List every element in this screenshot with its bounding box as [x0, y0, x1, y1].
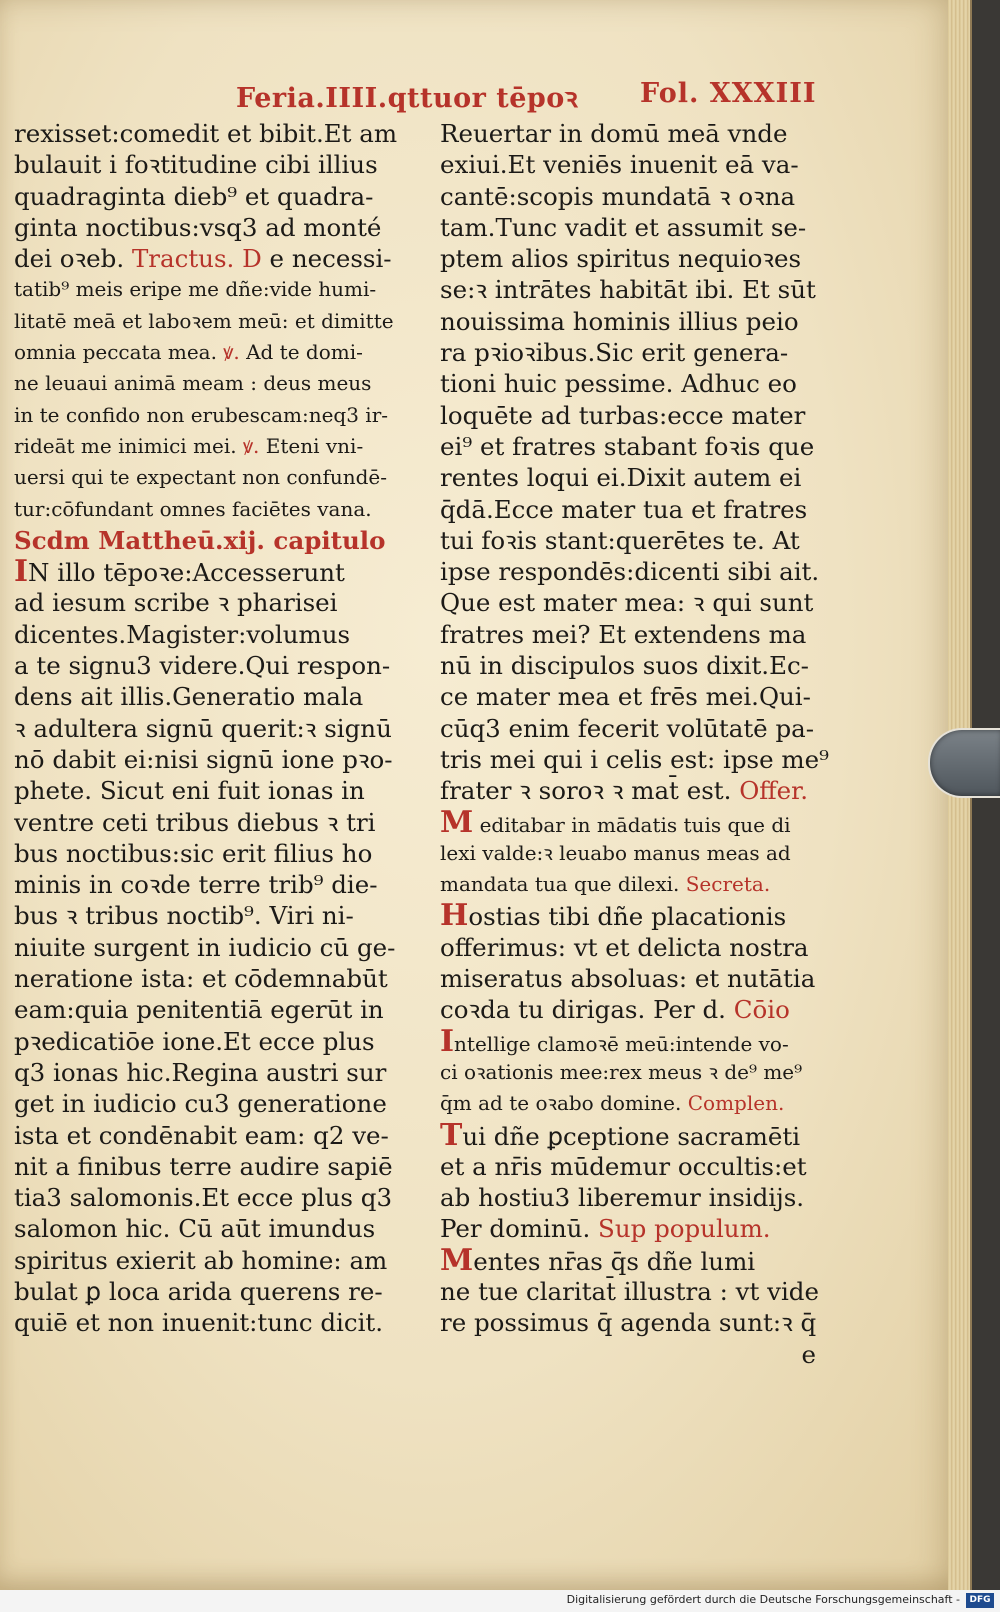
folio-number: Fol. XXXIII: [640, 78, 817, 109]
line-text: rexisset:comedit et bibit.Et am: [14, 119, 398, 148]
line-text: et a nr̄is mūdemur occultis:et: [440, 1151, 807, 1181]
rubric-text: Tractus. D: [131, 244, 262, 274]
text-line: [440, 932, 846, 963]
text-line: [14, 1182, 420, 1213]
line-text: ptem alios spiritus nequioꝛes: [440, 244, 802, 274]
line-text: loquēte ad turbas:ecce mater: [440, 400, 806, 430]
text-line: [440, 681, 846, 712]
page-turn-tab[interactable]: [928, 728, 1000, 798]
line-text: editabar in mādatis tuis que di: [473, 812, 791, 837]
text-line: [440, 1276, 846, 1307]
text-line: [14, 181, 420, 212]
text-line: [14, 963, 420, 994]
line-text: tatib⁹ meis eripe me dñe:vide humi-: [14, 277, 377, 302]
line-text: offerimus: vt et delicta nostra: [440, 932, 809, 962]
line-text: niuite surgent in iudicio cū ge-: [14, 932, 396, 962]
text-line: [14, 1245, 420, 1276]
text-line: [440, 744, 846, 775]
line-text: Ad te domi-: [239, 340, 363, 365]
text-line: [440, 994, 846, 1025]
line-text: mandata tua que dilexi.: [440, 872, 686, 897]
line-text: omnia peccata mea.: [14, 340, 224, 365]
line-text: in te confido non erubescam:neq3 ir-: [14, 402, 389, 427]
line-text: tris mei qui i celis est: ipse me⁹: [440, 744, 829, 774]
line-text: cūq3 enim fecerit volūtatē pa-: [440, 713, 815, 743]
line-text: frater ꝛ soroꝛ ꝛ mat̄ est.: [440, 776, 740, 806]
text-line: [440, 494, 846, 525]
text-line: [440, 337, 846, 368]
text-line: [14, 306, 420, 337]
line-text: nit a finibus terre audire sapiē: [14, 1151, 393, 1181]
text-line: [440, 1339, 846, 1370]
text-line: [440, 306, 846, 337]
rubric-text: ꝟ.: [242, 433, 260, 458]
text-line: [14, 587, 420, 618]
line-text: dens ait illis.Generatio mala: [14, 682, 364, 712]
text-line: [14, 1088, 420, 1119]
text-line: [440, 431, 846, 462]
dfg-logo: DFG: [966, 1593, 994, 1608]
text-line: [14, 869, 420, 900]
line-text: ce mater mea et frēs mei.Qui-: [440, 682, 811, 712]
signature-mark: e: [801, 1339, 816, 1369]
rubric-text: Cōio: [733, 995, 790, 1025]
line-text: dei oꝛeb.: [14, 244, 132, 274]
line-text: Per dominū.: [440, 1214, 599, 1244]
rubricated-initial: H: [440, 900, 469, 932]
text-line: [440, 118, 846, 149]
rubric-text: Offer.: [739, 776, 808, 806]
text-line: [440, 212, 846, 243]
line-text: uersi qui te expectant non confundē-: [14, 465, 387, 490]
line-text: ne leuaui animā meam : deus meus: [14, 371, 372, 396]
text-line: [440, 807, 846, 838]
text-line: [14, 1057, 420, 1088]
line-text: bus noctibus:sic erit filius ho: [14, 838, 373, 868]
text-line: [14, 713, 420, 744]
line-text: e necessi-: [261, 244, 392, 274]
line-text: fratres mei? Et extendens ma: [440, 619, 807, 649]
text-line: [440, 775, 846, 806]
line-text: tur:cōfundant omnes faciētes vana.: [14, 496, 372, 521]
line-text: tam.Tunc vadit et assumit se-: [440, 212, 807, 242]
line-text: cantē:scopis mundatā ꝛ oꝛna: [440, 181, 796, 211]
text-line: [440, 1120, 846, 1151]
text-line: [440, 1088, 846, 1119]
line-text: coꝛda tu dirigas. Per d.: [440, 995, 734, 1025]
text-line: [440, 713, 846, 744]
text-line: [440, 149, 846, 180]
text-line: [14, 681, 420, 712]
running-header: [0, 78, 960, 122]
line-text: eam:quia penitentiā egerūt in: [14, 995, 384, 1025]
text-line: [440, 963, 846, 994]
text-line: [440, 462, 846, 493]
line-text: spiritus exierit ab homine: am: [14, 1245, 388, 1275]
text-line: [440, 556, 846, 587]
line-text: exiui.Et veniēs inuenit eā va-: [440, 150, 799, 180]
line-text: tia3 salomonis.Et ecce plus q3: [14, 1183, 393, 1213]
text-line: [440, 274, 846, 305]
text-line: [14, 368, 420, 399]
line-text: N illo tēpoꝛe:Accesserunt: [28, 558, 345, 588]
text-line: [440, 1307, 846, 1338]
text-line: [14, 775, 420, 806]
text-line: [14, 525, 420, 556]
text-line: [14, 118, 420, 149]
text-line: [440, 400, 846, 431]
line-text: rideāt me inimici mei.: [14, 433, 243, 458]
text-line: [14, 1026, 420, 1057]
text-line: [440, 650, 846, 681]
text-line: [14, 1213, 420, 1244]
text-line: [440, 1182, 846, 1213]
text-line: [14, 243, 420, 274]
line-text: bulauit i foꝛtitudine cibi illius: [14, 150, 378, 180]
text-line: [14, 807, 420, 838]
text-line: [440, 1245, 846, 1276]
line-text: re possimus q̄ agenda sunt:ꝛ q̄: [440, 1308, 817, 1338]
rubricated-initial: T: [440, 1119, 463, 1151]
text-line: [440, 587, 846, 618]
rubric-text: Secreta.: [685, 872, 771, 897]
text-line: [14, 619, 420, 650]
text-line: [440, 1026, 846, 1057]
line-text: litatē meā et laboꝛem meū: et dimitte: [14, 308, 394, 333]
line-text: a te signu3 videre.Qui respon-: [14, 651, 391, 681]
text-line: [14, 400, 420, 431]
line-text: nouissima hominis illius peio: [440, 306, 799, 336]
text-line: [440, 838, 846, 869]
text-line: [14, 337, 420, 368]
text-line: [440, 619, 846, 650]
footer-credit: Digitalisierung gefördert durch die Deutsche Forschungsgemeinschaft -: [566, 1593, 960, 1606]
line-text: ꝛ adultera signū querit:ꝛ signū: [14, 713, 392, 743]
rubricated-initial: I: [14, 556, 29, 588]
text-line: [14, 212, 420, 243]
text-column-left: [14, 118, 420, 1339]
rubric-heading: Scdm Mattheū.xij. capitulo: [14, 525, 386, 555]
footer-bar: [0, 1590, 1000, 1612]
text-line: [14, 932, 420, 963]
line-text: bulat ꝑ loca arida querens re-: [14, 1276, 383, 1306]
text-line: [14, 1307, 420, 1338]
line-text: Que est mater mea: ꝛ qui sunt: [440, 588, 814, 618]
text-line: [14, 1276, 420, 1307]
line-text: nū in discipulos suos dixit.Ec-: [440, 651, 809, 681]
text-line: [14, 1151, 420, 1182]
line-text: q3 ionas hic.Regina austri sur: [14, 1057, 387, 1087]
text-line: [440, 368, 846, 399]
line-text: ui dñe ꝑceptione sacramēti: [462, 1121, 801, 1151]
line-text: dicentes.Magister:volumus: [14, 619, 351, 649]
text-line: [14, 494, 420, 525]
line-text: pꝛedicatiōe ione.Et ecce plus: [14, 1026, 375, 1056]
header-title: Feria.IIII.qttuor tēpoꝛ: [236, 83, 579, 114]
text-line: [14, 431, 420, 462]
line-text: ci oꝛationis mee:rex meus ꝛ de⁹ me⁹: [440, 1059, 803, 1084]
line-text: Eteni vni-: [259, 433, 364, 458]
line-text: neratione ista: et cōdemnabūt: [14, 964, 388, 994]
line-text: rentes loqui ei.Dixit autem ei: [440, 463, 802, 493]
text-line: [14, 149, 420, 180]
text-column-right: [440, 118, 846, 1370]
line-text: q̄dā.Ecce mater tua et fratres: [440, 494, 808, 524]
line-text: ra pꝛioꝛibus.Sic erit genera-: [440, 338, 789, 368]
text-line: [440, 900, 846, 931]
text-line: [440, 1213, 846, 1244]
rubricated-initial: M: [440, 1244, 474, 1276]
text-line: [14, 1120, 420, 1151]
line-text: q̄m ad te oꝛabo domine.: [440, 1091, 688, 1116]
line-text: minis in coꝛde terre trib⁹ die-: [14, 870, 378, 900]
line-text: ista et condēnabit eam: q2 ve-: [14, 1120, 389, 1150]
line-text: ab hostiu3 liberemur insidijs.: [440, 1183, 805, 1213]
text-line: [440, 243, 846, 274]
text-line: [440, 181, 846, 212]
text-line: [440, 1057, 846, 1088]
line-text: Reuertar in domū meā vnde: [440, 119, 788, 148]
rubric-text: Sup populum.: [598, 1214, 771, 1244]
line-text: ipse respondēs:dicenti sibi ait.: [440, 557, 820, 587]
line-text: ei⁹ et fratres stabant foꝛis que: [440, 431, 815, 461]
line-text: tui foꝛis stant:querētes te. At: [440, 525, 800, 555]
line-text: se:ꝛ intrātes habitāt ibi. Et sūt: [440, 275, 816, 305]
text-line: [14, 900, 420, 931]
text-line: [14, 744, 420, 775]
line-text: ventre ceti tribus diebus ꝛ tri: [14, 807, 376, 837]
line-text: phete. Sicut eni fuit ionas in: [14, 776, 365, 806]
text-line: [14, 838, 420, 869]
line-text: ne tue claritat̄ illustra : vt vide: [440, 1276, 819, 1306]
line-text: ostias tibi dñe placationis: [468, 902, 787, 932]
line-text: ginta noctibus:vsq3 ad monté: [14, 212, 382, 242]
text-line: [440, 1151, 846, 1182]
line-text: ntellige clamoꝛē meū:intende vo-: [454, 1031, 789, 1056]
text-line: [14, 556, 420, 587]
line-text: quiē et non inuenit:tunc dicit.: [14, 1308, 384, 1338]
rubric-text: Complen.: [687, 1091, 785, 1116]
line-text: salomon hic. Cū aūt imundus: [14, 1214, 376, 1244]
line-text: bus ꝛ tribus noctib⁹. Viri ni-: [14, 901, 354, 931]
rubric-text: ꝟ.: [223, 340, 240, 365]
line-text: miseratus absoluas: et nutātia: [440, 964, 816, 994]
line-text: ad iesum scribe ꝛ pharisei: [14, 588, 338, 618]
text-line: [14, 462, 420, 493]
text-line: [14, 274, 420, 305]
line-text: get in iudicio cu3 generatione: [14, 1089, 387, 1119]
rubricated-initial: I: [440, 1025, 455, 1057]
text-line: [14, 650, 420, 681]
line-text: tioni huic pessime. Adhuc eo: [440, 369, 797, 399]
line-text: lexi valde:ꝛ leuabo manus meas ad: [440, 840, 791, 865]
line-text: nō dabit ei:nisi signū ione pꝛo-: [14, 744, 393, 774]
text-line: [14, 994, 420, 1025]
rubricated-initial: M: [440, 806, 474, 838]
line-text: quadraginta dieb⁹ et quadra-: [14, 181, 374, 211]
line-text: entes nr̄as q̄s dñe lumi: [473, 1246, 756, 1276]
text-line: [440, 869, 846, 900]
text-line: [440, 525, 846, 556]
